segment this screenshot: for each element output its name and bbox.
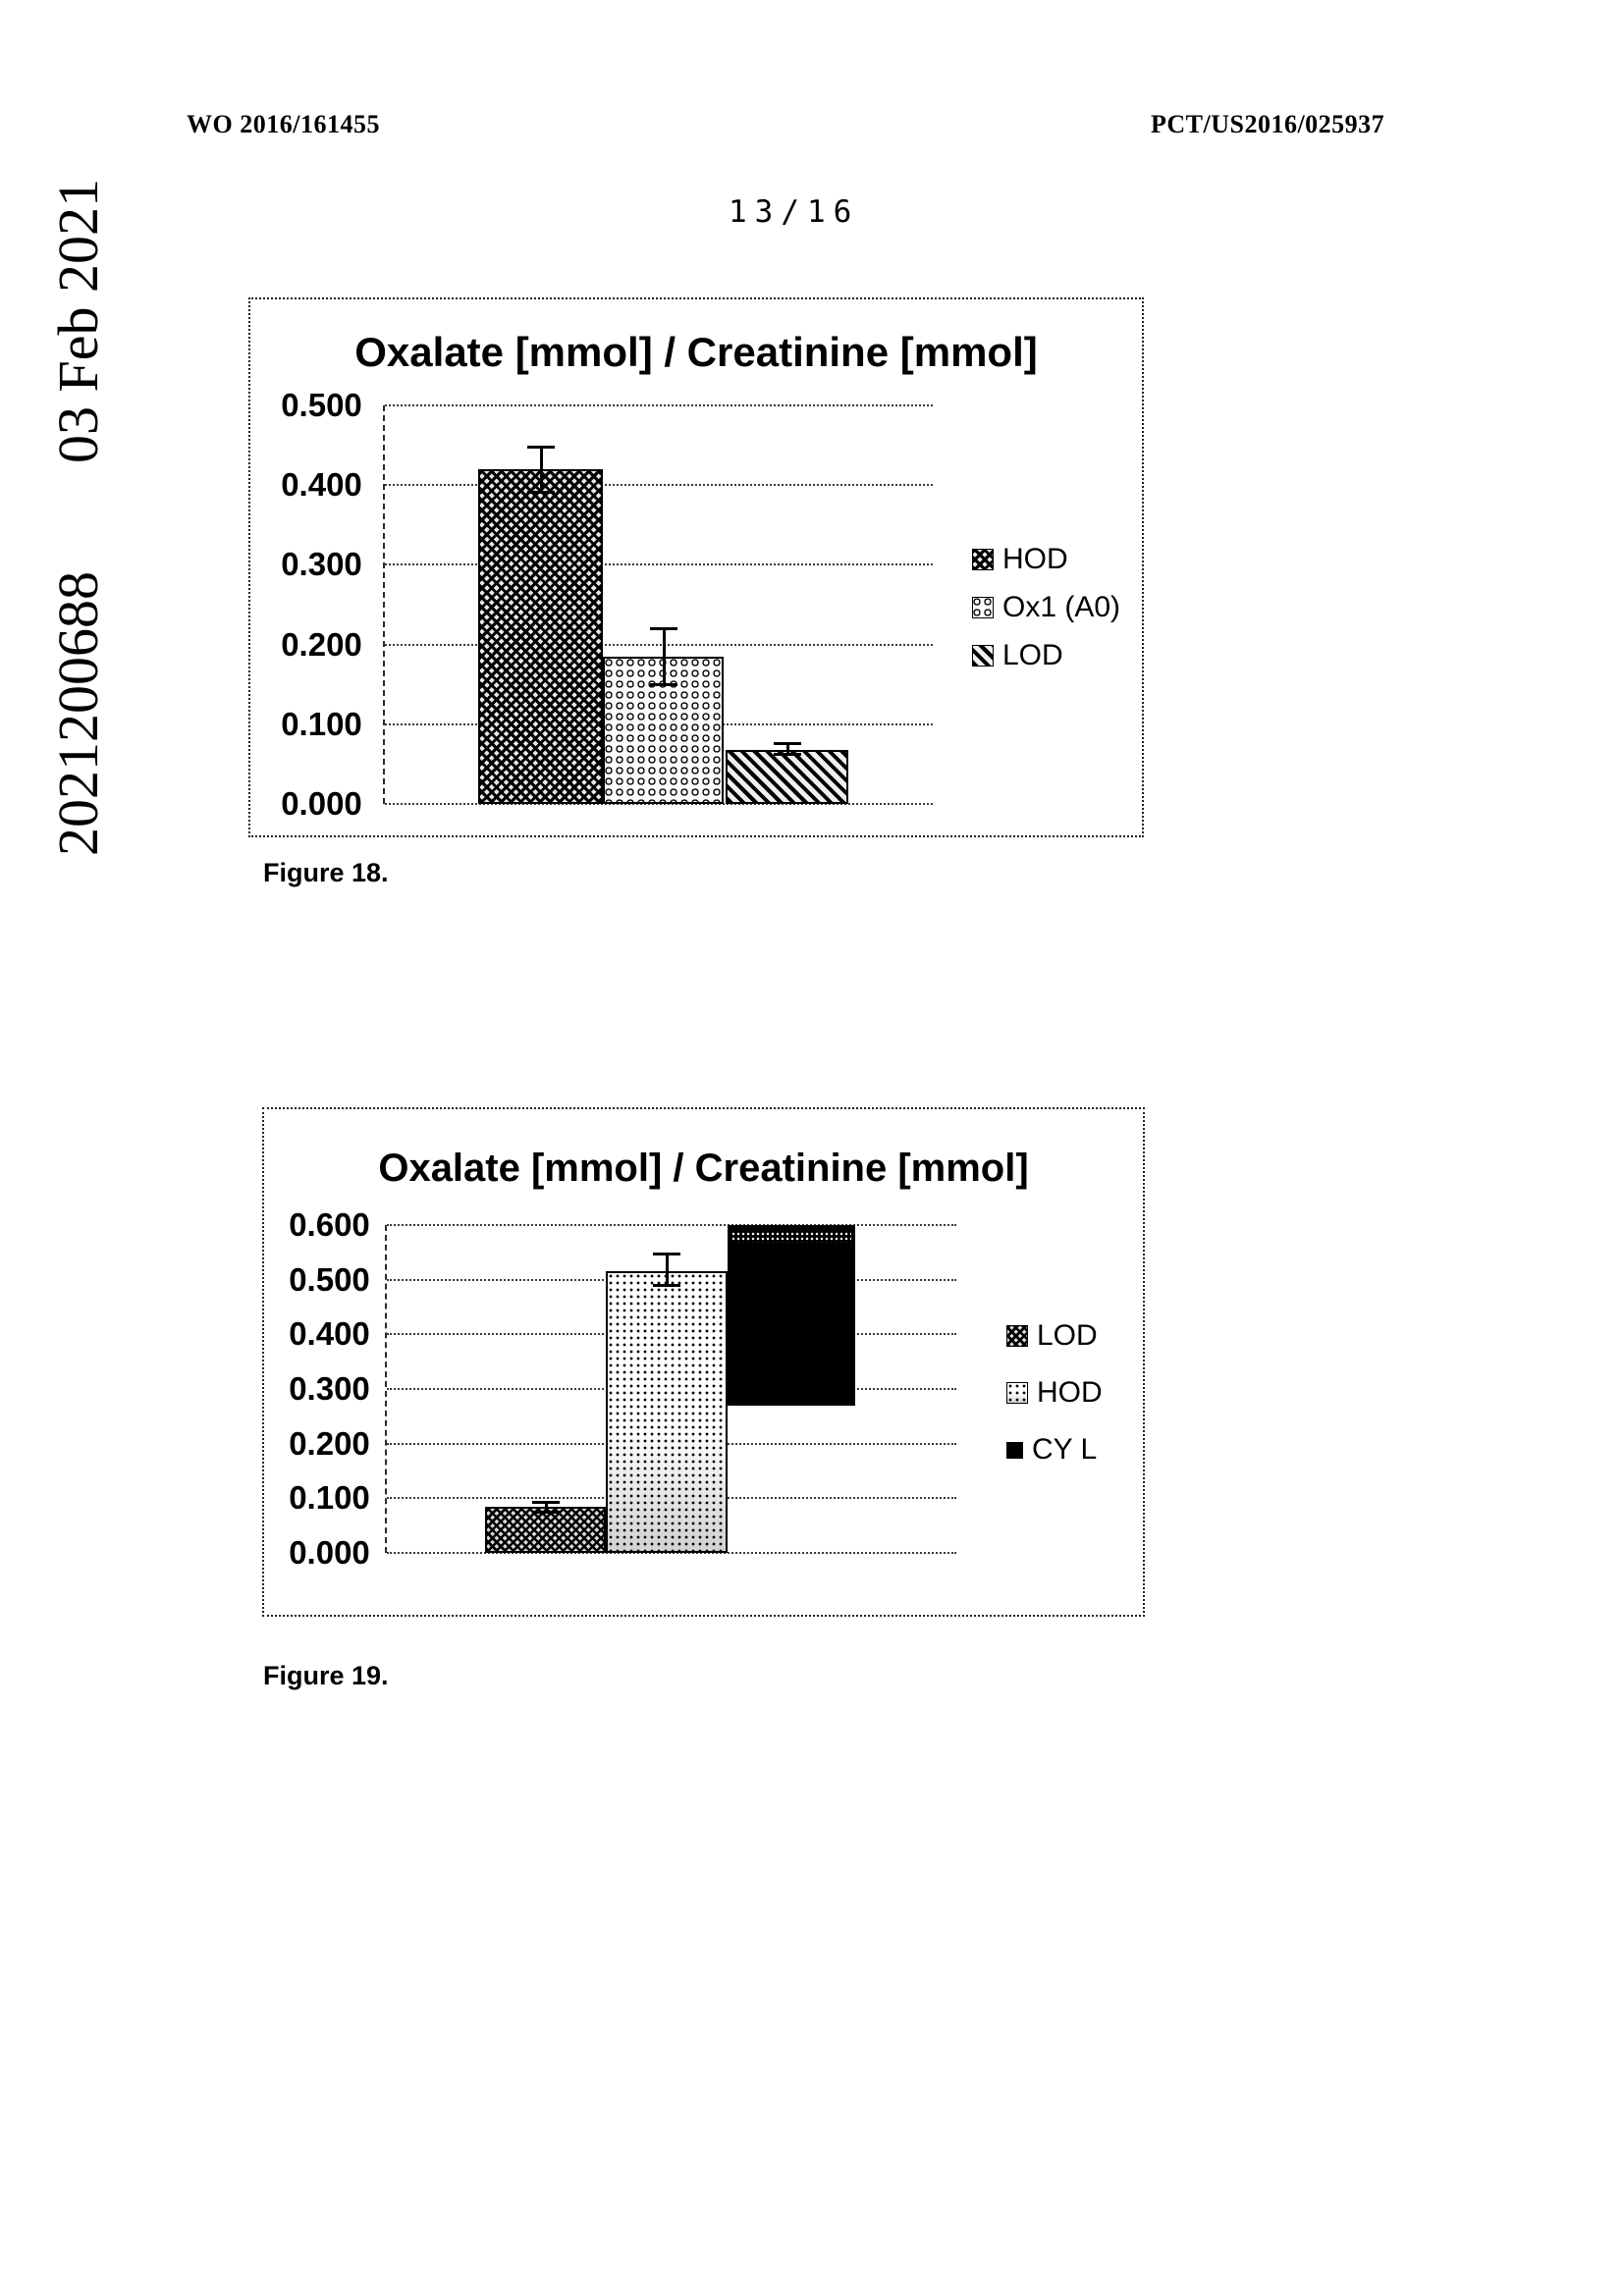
- legend-label: LOD: [1037, 1319, 1098, 1352]
- legend-item-cy-l: [1006, 1433, 1097, 1467]
- figure-18-chart: [248, 297, 1144, 837]
- legend-swatch-ox1-a0: [972, 597, 994, 618]
- legend-swatch-hod: [972, 549, 994, 570]
- legend-item-lod: [1006, 1319, 1098, 1353]
- bar-hod: [478, 469, 603, 804]
- y-tick-label: 0.400: [281, 466, 362, 503]
- sheet-number: 13/16: [729, 194, 860, 230]
- legend-label: CY L: [1032, 1433, 1098, 1466]
- pct-application-number: PCT/US2016/025937: [1151, 110, 1385, 138]
- legend-item-hod: [972, 543, 1068, 576]
- legend-label: HOD: [1037, 1376, 1103, 1409]
- plot-area: [385, 1225, 956, 1553]
- legend-swatch-lod: [972, 645, 994, 667]
- legend-label: Ox1 (A0): [1002, 591, 1121, 623]
- error-bar: [653, 1253, 680, 1287]
- error-bar: [774, 742, 801, 756]
- y-tick-label: 0.100: [289, 1479, 370, 1516]
- gridline: [385, 404, 933, 406]
- y-tick-label: 0.300: [289, 1370, 370, 1407]
- gridline: [387, 1224, 956, 1226]
- gridline: [385, 563, 933, 565]
- figure-19-chart: [262, 1107, 1145, 1617]
- legend-item-ox1-a0: [972, 591, 1120, 624]
- legend-label: HOD: [1002, 543, 1068, 575]
- legend-swatch-hod: [1006, 1382, 1028, 1404]
- error-bar: [527, 446, 555, 494]
- sidebar-application-number: 2021200688: [46, 571, 110, 856]
- legend-item-lod: [972, 639, 1063, 672]
- y-tick-label: 0.100: [281, 706, 362, 742]
- chart-title: Oxalate [mmol] / Creatinine [mmol]: [354, 329, 1038, 375]
- legend-item-hod: [1006, 1376, 1103, 1410]
- y-tick-label: 0.600: [289, 1206, 370, 1243]
- error-bar: [778, 1357, 805, 1374]
- legend-swatch-lod: [1006, 1325, 1028, 1347]
- figure-19-caption: Figure 19.: [263, 1661, 389, 1690]
- sidebar-date: 03 Feb 2021: [46, 179, 110, 463]
- legend-swatch-cy-l: [1006, 1442, 1023, 1459]
- chart-title: Oxalate [mmol] / Creatinine [mmol]: [378, 1147, 1029, 1190]
- bar-hod: [606, 1271, 728, 1553]
- bar-lod: [726, 750, 848, 804]
- legend-label: LOD: [1002, 639, 1063, 671]
- y-tick-label: 0.400: [289, 1315, 370, 1352]
- sidebar-rotated-text: [45, 134, 111, 856]
- figure-18-caption: Figure 18.: [263, 858, 389, 887]
- y-tick-label: 0.200: [289, 1425, 370, 1462]
- y-tick-label: 0.500: [289, 1261, 370, 1298]
- y-tick-label: 0.200: [281, 626, 362, 663]
- gridline: [385, 484, 933, 486]
- plot-area: [383, 405, 933, 804]
- y-tick-label: 0.000: [281, 785, 362, 822]
- bar-cy-l: [728, 1225, 855, 1406]
- y-tick-label: 0.000: [289, 1534, 370, 1571]
- y-tick-label: 0.300: [281, 546, 362, 582]
- y-tick-label: 0.500: [281, 387, 362, 423]
- publication-number: WO 2016/161455: [187, 110, 380, 138]
- error-bar: [532, 1501, 560, 1514]
- bar-lod: [485, 1507, 606, 1553]
- error-bar: [650, 627, 677, 686]
